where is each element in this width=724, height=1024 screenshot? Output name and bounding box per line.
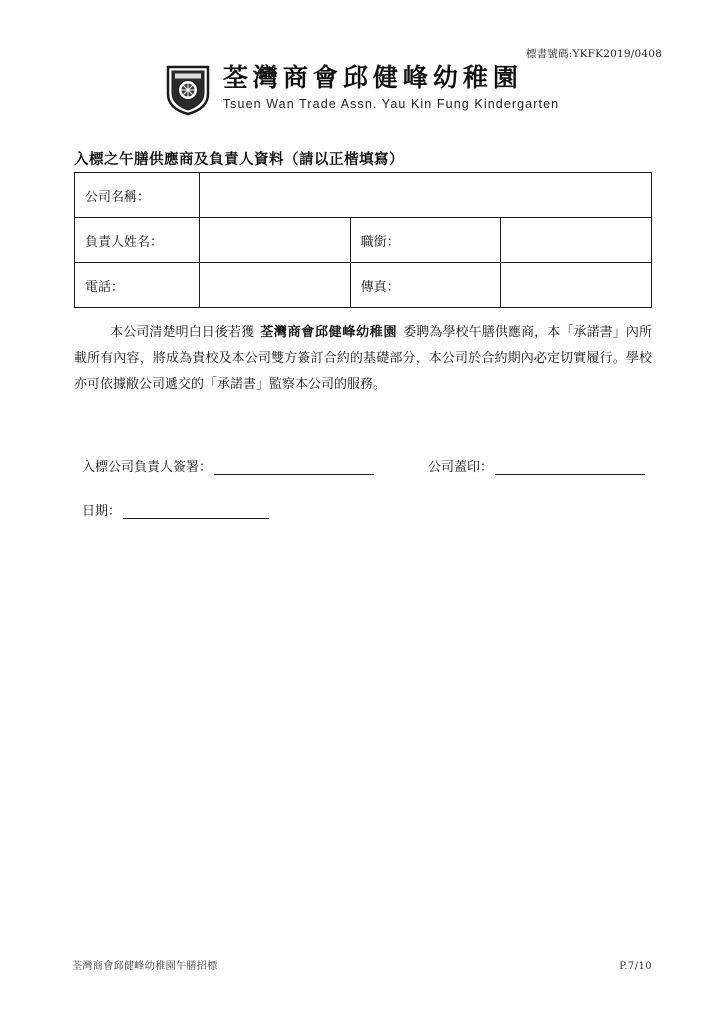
paragraph-school-name: 荃灣商會邱健峰幼稚園: [260, 325, 398, 340]
company-chop-line[interactable]: [495, 461, 645, 475]
page-footer: [0, 957, 724, 972]
section-title: 入標之午膳供應商及負責人資料（請以正楷填寫）: [74, 151, 404, 168]
footer-document-title: 荃灣商會邱健峰幼稚園午膳招標: [72, 961, 218, 972]
table-row: [75, 263, 652, 308]
date-label: 日期：: [82, 504, 122, 519]
school-name-english: Tsuen Wan Trade Assn. Yau Kin Fung Kindergarten: [222, 97, 560, 112]
bidder-signature-line[interactable]: [214, 461, 374, 475]
person-in-charge-label: 負責人姓名：: [75, 218, 200, 263]
document-reference-number: 標書號碼:YKFK2019/0408: [525, 48, 662, 60]
footer-page-number: P.7/10: [619, 961, 652, 972]
person-in-charge-input[interactable]: [200, 218, 351, 263]
paragraph-part-2: 委聘為學校午膳供應商，本「承諾書」內所載所有內容，將成為貴校及本公司雙方簽訂合約的基礎部分，本公司於合約期內必定切實履行。學校亦可依據敝公司遞交的「承諾書」監察本公司的服務。: [74, 325, 652, 392]
phone-input[interactable]: [200, 263, 351, 308]
signature-row-primary: [82, 456, 660, 475]
title-label: 職銜：: [350, 218, 501, 263]
table-row: [75, 173, 652, 218]
bidder-signature-field[interactable]: [82, 456, 428, 475]
company-name-input[interactable]: [200, 173, 652, 218]
fax-label: 傳真：: [350, 263, 501, 308]
table-row: [75, 218, 652, 263]
paragraph-part-1: 本公司清楚明白日後若獲: [110, 325, 255, 340]
school-name-chinese: 荃灣商會邱健峰幼稚園: [222, 63, 523, 92]
document-header: [0, 62, 724, 116]
phone-label: 電話：: [75, 263, 200, 308]
fax-input[interactable]: [501, 263, 652, 308]
supplier-info-table: [74, 172, 652, 308]
undertaking-paragraph: [74, 320, 652, 398]
company-chop-label: 公司蓋印：: [428, 460, 494, 475]
company-name-label: 公司名稱：: [75, 173, 200, 218]
signature-row-date: [82, 500, 660, 519]
company-chop-field[interactable]: [428, 456, 645, 475]
bidder-signature-label: 入標公司負責人簽署：: [82, 460, 213, 475]
title-input[interactable]: [501, 218, 652, 263]
date-line[interactable]: [123, 505, 269, 519]
school-crest-icon: [165, 64, 211, 116]
date-field[interactable]: [82, 500, 269, 519]
